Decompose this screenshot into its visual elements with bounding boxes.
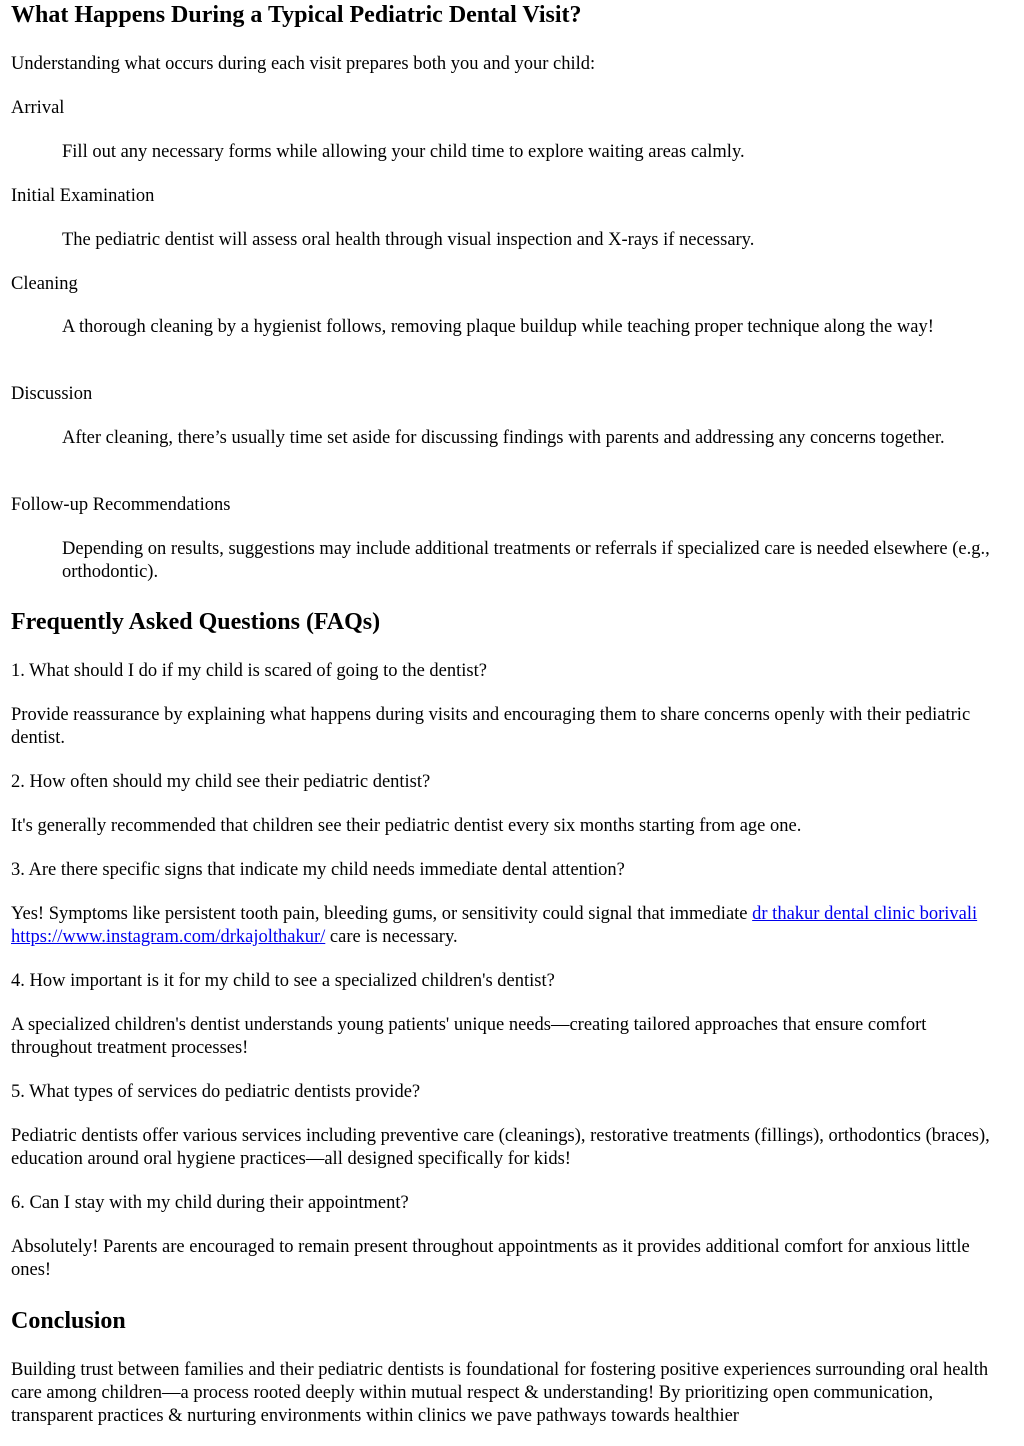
step-description-follow-up: Depending on results, suggestions may include additional treatments or referrals if specialized care is needed elsewhere (e.g., orthodontic). (62, 539, 990, 582)
faq-question: 1. What should I do if my child is scared of going to the dentist? (11, 661, 487, 681)
clinic-link[interactable]: dr thakur dental clinic borivali https://www.instagram.com/drkajolthakur/ (11, 904, 978, 947)
step-term-follow-up: Follow-up Recommendations (11, 495, 231, 515)
faq-answer (11, 903, 1009, 949)
faq-question: 3. Are there specific signs that indicate my child needs immediate dental attention? (11, 860, 625, 880)
step-description-arrival: Fill out any necessary forms while allowing your child time to explore waiting areas calmly. (62, 142, 745, 162)
step-description-initial-examination: The pediatric dentist will assess oral health through visual inspection and X-rays if necessary. (62, 230, 755, 250)
visit-heading: What Happens During a Typical Pediatric Dental Visit? (11, 2, 582, 28)
faq-heading: Frequently Asked Questions (FAQs) (11, 609, 381, 635)
faq-question: 4. How important is it for my child to see a specialized children's dentist? (11, 971, 555, 991)
step-term-cleaning: Cleaning (11, 274, 78, 294)
conclusion-heading: Conclusion (11, 1308, 126, 1334)
faq-answer: It's generally recommended that children see their pediatric dentist every six months starting from age one. (11, 816, 802, 836)
step-term-initial-examination: Initial Examination (11, 186, 155, 206)
step-description-discussion: After cleaning, there’s usually time set aside for discussing findings with parents and addressing any concerns together. (62, 428, 945, 448)
step-term-arrival: Arrival (11, 98, 65, 118)
faq-question: 2. How often should my child see their pediatric dentist? (11, 772, 431, 792)
conclusion-text: Building trust between families and their pediatric dentists is foundational for fostering positive experiences surrounding oral health care among children—a process rooted deeply within mutual respect & understanding! By prioritizing open communication, transparent practices & nurturing environments within clinics we pave pathways towards healthier (11, 1360, 989, 1426)
visit-intro: Understanding what occurs during each visit prepares both you and your child: (11, 54, 596, 74)
step-description-cleaning: A thorough cleaning by a hygienist follows, removing plaque buildup while teaching proper technique along the way! (62, 317, 934, 337)
faq-answer: Pediatric dentists offer various services including preventive care (cleanings), restorative treatments (fillings), orthodontics (braces), education around oral hygiene practices—all designed specifically for kids! (11, 1126, 990, 1169)
faq-answer-text: care is necessary. (325, 927, 458, 947)
faq-answer: A specialized children's dentist understands young patients' unique needs—creating tailored approaches that ensure comfort throughout treatment processes! (11, 1015, 927, 1058)
faq-answer-text: Yes! Symptoms like persistent tooth pain, bleeding gums, or sensitivity could signal that immediate (11, 904, 753, 924)
faq-question: 6. Can I stay with my child during their appointment? (11, 1193, 409, 1213)
step-term-discussion: Discussion (11, 384, 93, 404)
faq-answer: Provide reassurance by explaining what happens during visits and encouraging them to share concerns openly with their pediatric dentist. (11, 705, 971, 748)
faq-question: 5. What types of services do pediatric dentists provide? (11, 1082, 421, 1102)
faq-answer: Absolutely! Parents are encouraged to remain present throughout appointments as it provides additional comfort for anxious little ones! (11, 1237, 970, 1280)
